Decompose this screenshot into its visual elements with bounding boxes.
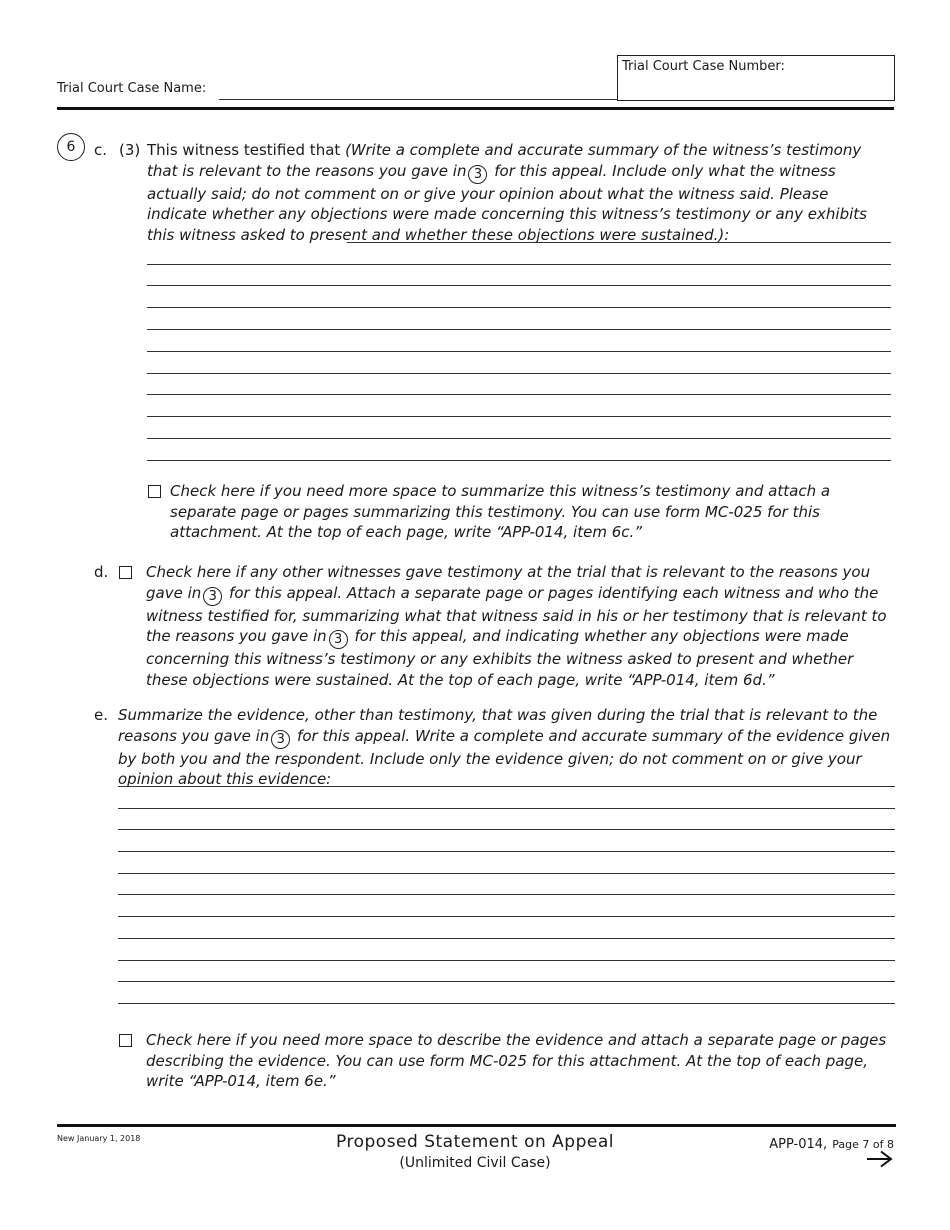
item-6c-more-space-text: Check here if you need more space to summarize this witness’s testimony and attach a separate page or pages summarizing this testimony. You can use form MC-025 for this attachment. At the top of each page, write “APP-014, item 6c.” <box>170 482 831 541</box>
item-6e-more-space-checkbox[interactable] <box>119 1034 132 1047</box>
form-title: Proposed Statement on Appeal <box>336 1132 614 1152</box>
answer-line[interactable] <box>147 460 891 461</box>
answer-line[interactable] <box>118 938 895 939</box>
answer-line[interactable] <box>118 960 895 961</box>
answer-line[interactable] <box>147 307 891 308</box>
item-6c3-instructions-2: for this appeal. Include only what the witness actually said; do not comment on or give your opinion about what the witness said. Please indicate whether any objections were made concerning this witness’s testimony or any exhibits this witness asked to present and whether these objections were sustained.): <box>147 161 867 244</box>
answer-line[interactable] <box>118 894 895 895</box>
ref-item-3-circle: 3 <box>468 165 487 184</box>
page-number: Page 7 of 8 <box>832 1138 894 1151</box>
form-page-info <box>700 1133 894 1152</box>
case-number-box[interactable] <box>617 55 895 101</box>
form-id: APP-014, <box>769 1137 828 1152</box>
item-6d-text-1: Check here if any other witnesses gave testimony at the trial that is relevant to the reasons you gave in <box>146 563 871 602</box>
item-6c-more-space-checkbox[interactable] <box>148 485 161 498</box>
ref-item-3-circle: 3 <box>329 630 348 649</box>
case-number-label: Trial Court Case Number: <box>622 59 785 74</box>
answer-line[interactable] <box>147 373 891 374</box>
revision-date: New January 1, 2018 <box>57 1134 141 1143</box>
item-6d-text-2: for this appeal. Attach a separate page or pages identifying each witness and who the witness testified for, summarizing what that witness said in his or her testimony that is relevant to the reasons you gave in <box>146 583 887 645</box>
answer-line[interactable] <box>118 808 895 809</box>
item-6c3-label: (3) <box>119 141 141 159</box>
footer-rule <box>57 1124 896 1127</box>
item-6c3-paragraph <box>147 140 892 245</box>
item-6d-paragraph <box>146 562 894 690</box>
item-6e-label: e. <box>94 706 108 724</box>
item-6d-text-3: for this appeal, and indicating whether any objections were made concerning this witness’s testimony or any exhibits the witness asked to present and whether these objections were sustained. At the top of each page, write “APP-014, item 6d.” <box>146 627 854 689</box>
arrow-right-icon[interactable] <box>866 1150 894 1168</box>
item-6d-label: d. <box>94 563 109 581</box>
case-name-label: Trial Court Case Name: <box>57 81 207 96</box>
answer-line[interactable] <box>118 981 895 982</box>
answer-line[interactable] <box>118 916 895 917</box>
case-name-field[interactable] <box>219 99 617 100</box>
answer-line[interactable] <box>147 394 891 395</box>
item-6c3-lead: This witness testified that <box>147 141 341 159</box>
ref-item-3-circle: 3 <box>203 587 222 606</box>
header-rule <box>57 107 894 110</box>
answer-line[interactable] <box>147 351 891 352</box>
answer-line[interactable] <box>147 329 891 330</box>
form-subtitle: (Unlimited Civil Case) <box>399 1155 551 1171</box>
item-6e-more-space-text: Check here if you need more space to describe the evidence and attach a separate page or pages describing the evidence. You can use form MC-025 for this attachment. At the top of each page, write “APP-014, item 6e.” <box>146 1031 887 1090</box>
answer-line[interactable] <box>118 786 895 787</box>
item-6c-label: c. <box>94 141 108 159</box>
item-6-circle: 6 <box>57 133 85 161</box>
answer-line[interactable] <box>118 1003 895 1004</box>
answer-line[interactable] <box>118 829 895 830</box>
answer-line[interactable] <box>147 264 891 265</box>
item-6e-text-1: Summarize the evidence, other than testimony, that was given during the trial that is relevant to the reasons you gave in <box>118 706 878 745</box>
item-6e-text-2: for this appeal. Write a complete and accurate summary of the evidence given by both you and the respondent. Include only the evidence given; do not comment on or give your opinion about this evidence: <box>118 726 891 788</box>
item-6d-checkbox[interactable] <box>119 566 132 579</box>
answer-line[interactable] <box>147 285 891 286</box>
answer-line[interactable] <box>147 416 891 417</box>
answer-line[interactable] <box>118 873 895 874</box>
ref-item-3-circle: 3 <box>271 730 290 749</box>
item-6c3-instructions-1: (Write a complete and accurate summary of the witness’s testimony that is relevant to the reasons you gave in <box>147 141 862 180</box>
answer-line[interactable] <box>147 438 891 439</box>
item-6e-paragraph <box>118 705 894 790</box>
answer-line[interactable] <box>118 851 895 852</box>
answer-line[interactable] <box>347 242 891 243</box>
